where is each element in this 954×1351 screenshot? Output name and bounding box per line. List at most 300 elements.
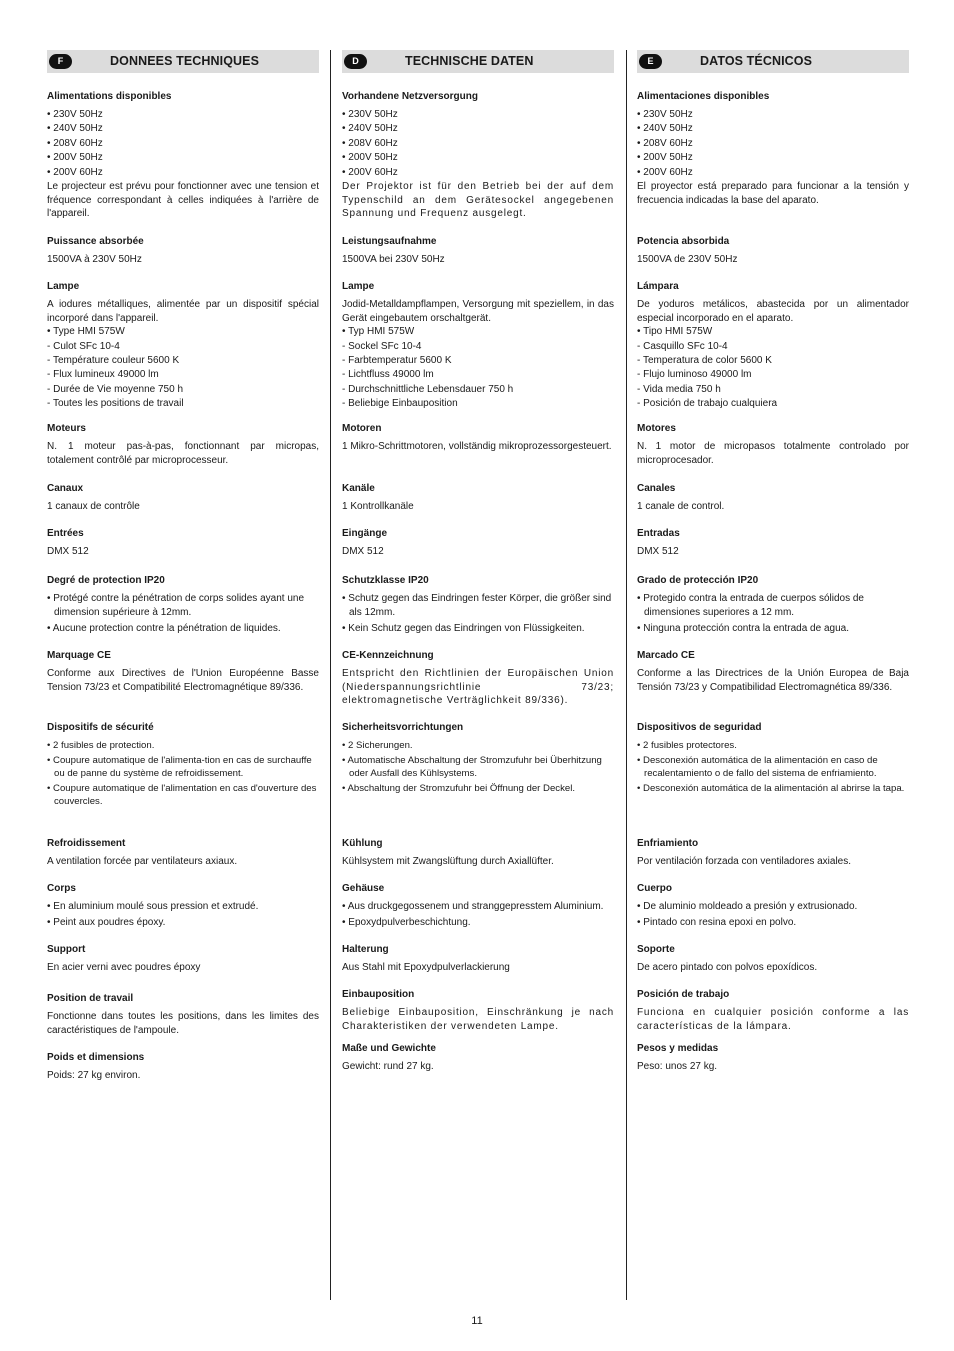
list-item: [47, 354, 319, 368]
list-item: [47, 397, 319, 411]
spec-text: Poids: 27 kg environ.: [47, 1070, 141, 1081]
list-item: [637, 108, 909, 122]
section-header-bar: [47, 50, 319, 73]
spec-section: [342, 943, 614, 975]
spec-heading: Entrées: [47, 528, 84, 539]
spec-section: [637, 837, 909, 869]
spec-heading: Moteurs: [47, 423, 86, 434]
list-item-text: 240V 50Hz: [348, 123, 398, 135]
bullet-marker: •: [342, 109, 349, 120]
spec-heading: Marcado CE: [637, 650, 695, 661]
spec-section: [47, 837, 319, 869]
list-item-text: 200V 50Hz: [53, 152, 103, 164]
bullet-marker: •: [47, 123, 54, 135]
bullet-marker: -: [637, 340, 644, 352]
spec-section: [342, 280, 614, 412]
spec-heading: Kanäle: [342, 483, 375, 494]
list-item-text: 230V 50Hz: [53, 109, 103, 120]
list-item-text: 200V 60Hz: [643, 166, 693, 178]
spec-section: [47, 422, 319, 467]
list-item: [637, 151, 909, 165]
list-item-text: Ninguna protección contra la entrada de agua.: [643, 623, 849, 634]
spec-section: [342, 90, 614, 221]
spec-heading: Soporte: [637, 944, 675, 955]
list-item-text: Coupure automatique de l'alimentation en cas d'ouverture des couvercles.: [53, 783, 317, 807]
list-item: [342, 622, 614, 636]
bullet-marker: -: [637, 383, 644, 395]
spec-section: [47, 721, 319, 810]
list-item: [637, 354, 909, 368]
list-item-text: Desconexión automática de la alimentación al abrirse la tapa.: [643, 783, 905, 794]
list-item: [342, 340, 614, 354]
spec-heading: Sicherheitsvorrichtungen: [342, 722, 464, 733]
section-header-bar: [637, 50, 909, 73]
spec-section: [47, 574, 319, 638]
list-item-text: Durchschnittliche Lebensdauer 750 h: [348, 383, 514, 395]
column-divider: [330, 50, 331, 1300]
list-item: [47, 137, 319, 151]
spec-section: [342, 235, 614, 267]
list-item: [47, 782, 319, 808]
list-item-text: Type HMI 575W: [53, 326, 125, 338]
column-french: [47, 50, 319, 1081]
list-item: [47, 122, 319, 136]
spec-section: [342, 1042, 614, 1074]
list-item-text: Abschaltung der Stromzufuhr bei Öffnung der Deckel.: [347, 783, 576, 794]
spec-text: De yoduros metálicos, abastecida por un alimentador especial incorporado en el aparato.: [637, 299, 909, 324]
bullet-marker: -: [47, 340, 54, 352]
spec-list: [637, 108, 909, 180]
bullet-marker: •: [637, 783, 644, 794]
list-item: [342, 137, 614, 151]
list-item: [47, 383, 319, 397]
list-item: [47, 108, 319, 122]
spec-list: [47, 325, 319, 411]
spec-heading: Support: [47, 944, 86, 955]
spec-heading: Dispositifs de sécurité: [47, 722, 154, 733]
list-item: [637, 782, 909, 795]
list-item: [637, 397, 909, 411]
spec-text: A iodures métalliques, alimentée par un dispositif spécial incorporé dans l'appareil.: [47, 299, 319, 324]
list-item: [47, 166, 319, 180]
bullet-marker: -: [637, 398, 644, 410]
spec-heading: Leistungsaufnahme: [342, 236, 437, 247]
spec-heading: Lámpara: [637, 281, 679, 292]
spec-section: [637, 527, 909, 559]
spec-section: [47, 90, 319, 221]
list-item-text: 230V 50Hz: [643, 109, 693, 120]
list-item: [637, 592, 909, 620]
list-item: [342, 383, 614, 397]
spec-text: Kühlsystem mit Zwangslüftung durch Axiallüfter.: [342, 856, 554, 867]
bullet-marker: •: [342, 123, 349, 135]
bullet-marker: •: [342, 740, 349, 751]
list-item: [637, 900, 909, 914]
list-item-text: Desconexión automática de la alimentación en caso de recalentamiento o de fallo del sistema de enfriamiento.: [643, 755, 878, 779]
page-number: 11: [471, 1315, 483, 1327]
spec-list: [47, 592, 319, 636]
list-item-text: Sockel SFc 10-4: [348, 340, 422, 352]
spec-section: [47, 482, 319, 514]
spec-heading: Alimentations disponibles: [47, 91, 172, 102]
list-item-text: Température couleur 5600 K: [52, 355, 180, 366]
bullet-marker: -: [637, 355, 643, 366]
list-item: [47, 900, 319, 914]
spec-section: [47, 943, 319, 975]
spec-section: [637, 649, 909, 694]
bullet-marker: •: [47, 137, 54, 149]
list-item-text: 2 fusibles de protection.: [53, 740, 155, 751]
spec-heading: Motoren: [342, 423, 382, 434]
spec-text: Le projecteur est prévu pour fonctionner avec une tension et fréquence correspondant à celles indiquées à l'arrière de l'appareil.: [47, 181, 319, 220]
spec-heading: Posición de trabajo: [637, 989, 730, 1000]
spec-list: [637, 900, 909, 930]
list-item-text: Vida media 750 h: [643, 383, 721, 395]
spec-section: [637, 280, 909, 412]
spec-section: [637, 482, 909, 514]
list-item-text: Temperatura de color 5600 K: [642, 355, 772, 366]
bullet-marker: -: [47, 355, 53, 366]
spec-list: [342, 900, 614, 930]
list-item: [342, 122, 614, 136]
spec-list: [342, 108, 614, 180]
spec-heading: Marquage CE: [47, 650, 111, 661]
list-item: [637, 739, 909, 752]
spec-heading: Gehäuse: [342, 883, 385, 894]
spec-text: 1 canaux de contrôle: [47, 501, 140, 512]
spec-list: [342, 592, 614, 636]
spec-heading: Poids et dimensions: [47, 1052, 145, 1063]
list-item: [637, 622, 909, 636]
bullet-marker: •: [47, 166, 54, 178]
spec-text: Peso: unos 27 kg.: [637, 1061, 718, 1072]
spec-section: [342, 649, 614, 708]
bullet-marker: •: [47, 326, 54, 338]
section-header-bar: [342, 50, 614, 73]
language-badge: D: [344, 54, 367, 69]
spec-section: [637, 574, 909, 638]
list-item-text: Peint aux poudres époxy.: [53, 917, 166, 928]
list-item: [47, 151, 319, 165]
bullet-marker: •: [637, 740, 644, 751]
spec-section: [637, 988, 909, 1033]
spec-text: Der Projektor ist für den Betrieb bei der auf dem Typenschild an dem Gerätesockel angegebenen Spannung und Frequenz ausgelegt.: [342, 181, 614, 220]
spec-heading: Corps: [47, 883, 76, 894]
list-item-text: 200V 50Hz: [643, 152, 693, 164]
bullet-marker: •: [342, 755, 348, 766]
bullet-marker: •: [47, 755, 54, 766]
spec-text: DMX 512: [637, 546, 679, 557]
list-item: [342, 754, 614, 780]
list-item: [637, 754, 909, 780]
spec-text: Aus Stahl mit Epoxydpulverlackierung: [342, 962, 510, 973]
bullet-marker: •: [47, 917, 54, 928]
bullet-marker: •: [342, 326, 349, 338]
list-item-text: 240V 50Hz: [53, 123, 103, 135]
spec-heading: Refroidissement: [47, 838, 126, 849]
spec-text: 1500VA à 230V 50Hz: [47, 254, 142, 265]
list-item-text: 2 fusibles protectores.: [643, 740, 737, 751]
bullet-marker: •: [342, 623, 349, 634]
list-item-text: Aucune protection contre la pénétration de liquides.: [52, 623, 281, 634]
bullet-marker: •: [47, 740, 54, 751]
list-item: [47, 325, 319, 339]
list-item: [342, 739, 614, 752]
column-divider: [626, 50, 627, 1300]
list-item-text: Durée de Vie moyenne 750 h: [53, 383, 184, 395]
list-item: [637, 137, 909, 151]
spec-heading: CE-Kennzeichnung: [342, 650, 434, 661]
spec-section: [637, 422, 909, 467]
spec-heading: Potencia absorbida: [637, 236, 730, 247]
list-item: [637, 340, 909, 354]
spec-text: Jodid-Metalldampflampen, Versorgung mit speziellem, in das Gerät eingebautem orschaltgerät.: [342, 299, 614, 324]
list-item-text: Posición de trabajo cualquiera: [643, 398, 778, 410]
list-item-text: 200V 50Hz: [348, 152, 398, 164]
spec-list: [47, 739, 319, 808]
list-item-text: Automatische Abschaltung der Stromzufuhr bei Überhitzung oder Ausfall des Kühlsystems.: [347, 755, 602, 779]
bullet-marker: •: [637, 593, 644, 604]
spec-heading: Puissance absorbée: [47, 236, 144, 247]
list-item-text: Flux lumineux 49000 lm: [53, 369, 159, 381]
spec-section: [342, 574, 614, 638]
spec-text: De acero pintado con polvos epoxídicos.: [637, 962, 818, 973]
spec-heading: Vorhandene Netzversorgung: [342, 91, 478, 102]
spec-text: 1 Mikro-Schrittmotoren, vollständig mikroprozessorgesteuert.: [342, 441, 612, 452]
bullet-marker: -: [637, 369, 644, 381]
spec-heading: Einbauposition: [342, 989, 415, 1000]
list-item-text: Schutz gegen das Eindringen fester Körper, die größer sind als 12mm.: [348, 593, 612, 618]
bullet-marker: -: [342, 355, 349, 366]
spec-section: [637, 90, 909, 207]
spec-text: Conforme a las Directrices de la Unión Europea de Baja Tensión 73/23 y Compatibilidad Electromagnética 89/336.: [637, 668, 909, 693]
spec-section: [47, 280, 319, 412]
spec-heading: Dispositivos de seguridad: [637, 722, 762, 733]
bullet-marker: -: [342, 340, 349, 352]
list-item: [342, 151, 614, 165]
bullet-marker: •: [342, 593, 349, 604]
list-item: [637, 916, 909, 930]
bullet-marker: •: [342, 917, 349, 928]
spec-text: El proyector está preparado para funcionar a la tensión y frecuencia indicadas la base del aparato.: [637, 181, 909, 206]
list-item-text: 2 Sicherungen.: [348, 740, 413, 751]
list-item: [342, 354, 614, 368]
spec-text: Conforme aux Directives de l'Union Européenne Basse Tension 73/23 et Compatibilité Electromagnétique 89/336.: [47, 668, 319, 693]
bullet-marker: •: [637, 109, 644, 120]
list-item-text: De aluminio moldeado a presión y extrusionado.: [643, 901, 858, 912]
spec-list: [637, 325, 909, 411]
spec-heading: Pesos y medidas: [637, 1043, 719, 1054]
spec-section: [47, 235, 319, 267]
spec-heading: Canales: [637, 483, 676, 494]
list-item-text: Flujo luminoso 49000 lm: [643, 369, 752, 381]
bullet-marker: •: [342, 783, 348, 794]
spec-list: [637, 592, 909, 636]
spec-section: [637, 721, 909, 797]
spec-section: [47, 1051, 319, 1083]
list-item: [47, 368, 319, 382]
bullet-marker: •: [637, 166, 644, 178]
list-item-text: Protegido contra la entrada de cuerpos sólidos de dimensiones superiores a 12 mm.: [643, 593, 864, 618]
list-item-text: Protégé contre la pénétration de corps solides ayant une dimension supérieure à 12mm.: [53, 593, 304, 618]
bullet-marker: -: [47, 369, 54, 381]
list-item: [47, 916, 319, 930]
spec-heading: Schutzklasse IP20: [342, 575, 429, 586]
spec-section: [342, 527, 614, 559]
spec-heading: Lampe: [342, 281, 375, 292]
list-item: [342, 782, 614, 795]
spec-list: [342, 325, 614, 411]
spec-heading: Maße und Gewichte: [342, 1043, 436, 1054]
bullet-marker: -: [47, 383, 54, 395]
column-spanish: [637, 50, 909, 1072]
bullet-marker: -: [342, 398, 349, 410]
spec-section: [47, 649, 319, 694]
list-item-text: Beliebige Einbauposition: [348, 398, 458, 410]
list-item: [637, 325, 909, 339]
list-item-text: 230V 50Hz: [348, 109, 398, 120]
spec-section: [637, 882, 909, 932]
spec-heading: Eingänge: [342, 528, 388, 539]
spec-text: N. 1 moteur pas-à-pas, fonctionnant par micropas, totalement contrôlé par microprocesseur.: [47, 441, 319, 466]
spec-heading: Canaux: [47, 483, 84, 494]
list-item-text: 200V 60Hz: [348, 166, 398, 178]
spec-heading: Alimentaciones disponibles: [637, 91, 770, 102]
bullet-marker: •: [47, 109, 54, 120]
list-item: [47, 622, 319, 636]
bullet-marker: -: [342, 383, 349, 395]
language-badge: F: [49, 54, 72, 69]
list-item-text: Farbtemperatur 5600 K: [348, 355, 452, 366]
spec-section: [637, 943, 909, 975]
spec-text: Beliebige Einbauposition, Einschränkung je nach Charakteristiken der verwendeten Lampe.: [342, 1007, 614, 1032]
bullet-marker: •: [342, 166, 349, 178]
bullet-marker: •: [342, 152, 349, 164]
list-item: [637, 122, 909, 136]
spec-heading: Halterung: [342, 944, 389, 955]
list-item-text: Aus druckgegossenem und stranggepresstem Aluminium.: [347, 901, 604, 912]
bullet-marker: •: [637, 917, 644, 928]
list-item: [637, 383, 909, 397]
spec-heading: Degré de protection IP20: [47, 575, 165, 586]
spec-text: Gewicht: rund 27 kg.: [342, 1061, 434, 1072]
bullet-marker: •: [637, 137, 644, 149]
spec-section: [342, 988, 614, 1033]
spec-section: [637, 1042, 909, 1074]
bullet-marker: •: [47, 593, 54, 604]
list-item: [342, 900, 614, 914]
bullet-marker: •: [637, 623, 644, 634]
spec-section: [342, 882, 614, 932]
spec-text: DMX 512: [47, 546, 89, 557]
spec-section: [47, 992, 319, 1037]
spec-heading: Position de travail: [47, 993, 134, 1004]
list-item: [637, 166, 909, 180]
list-item: [47, 739, 319, 752]
column-title: DATOS TÉCNICOS: [700, 54, 813, 68]
list-item: [637, 368, 909, 382]
list-item: [342, 916, 614, 930]
bullet-marker: •: [47, 623, 53, 634]
list-item-text: Casquillo SFc 10-4: [643, 340, 728, 352]
bullet-marker: •: [342, 137, 349, 149]
bullet-marker: •: [637, 123, 644, 135]
spec-heading: Grado de protección IP20: [637, 575, 759, 586]
list-item-text: Kein Schutz gegen das Eindringen von Flüssigkeiten.: [348, 623, 585, 634]
spec-section: [47, 882, 319, 932]
bullet-marker: •: [637, 326, 644, 338]
list-item-text: Lichtfluss 49000 lm: [348, 369, 434, 381]
spec-text: 1 Kontrollkanäle: [342, 501, 414, 512]
list-item-text: 200V 60Hz: [53, 166, 103, 178]
list-item: [47, 340, 319, 354]
list-item-text: Pintado con resina epoxi en polvo.: [643, 917, 797, 928]
list-item: [47, 754, 319, 780]
list-item-text: Toutes les positions de travail: [52, 398, 184, 410]
bullet-marker: •: [637, 755, 644, 766]
spec-heading: Cuerpo: [637, 883, 672, 894]
list-item: [342, 166, 614, 180]
spec-text: Fonctionne dans toutes les positions, dans les limites des caractéristiques de l'ampoule.: [47, 1011, 319, 1036]
bullet-marker: •: [637, 152, 644, 164]
spec-section: [342, 482, 614, 514]
list-item-text: 208V 60Hz: [53, 137, 103, 149]
spec-text: 1 canale de control.: [637, 501, 725, 512]
spec-text: Funciona en cualquier posición conforme a las características de la lámpara.: [637, 1007, 909, 1032]
spec-text: Entspricht den Richtlinien der Europäischen Union (Niederspannungsrichtlinie 73/23; elektromagnetische Verträglichkeit 89/336).: [342, 668, 614, 707]
spec-text: A ventilation forcée par ventilateurs axiaux.: [47, 856, 238, 867]
list-item-text: Tipo HMI 575W: [643, 326, 713, 338]
spec-text: 1500VA bei 230V 50Hz: [342, 254, 445, 265]
bullet-marker: •: [637, 901, 644, 912]
list-item-text: 208V 60Hz: [643, 137, 693, 149]
spec-section: [47, 527, 319, 559]
list-item: [342, 592, 614, 620]
list-item-text: 208V 60Hz: [348, 137, 398, 149]
spec-section: [342, 837, 614, 869]
spec-text: Por ventilación forzada con ventiladores axiales.: [637, 856, 852, 867]
spec-heading: Enfriamiento: [637, 838, 699, 849]
spec-text: En acier verni avec poudres époxy: [47, 962, 201, 973]
bullet-marker: •: [47, 901, 54, 912]
column-german: [342, 50, 614, 1072]
spec-section: [637, 235, 909, 267]
spec-section: [342, 721, 614, 797]
spec-text: DMX 512: [342, 546, 384, 557]
list-item: [47, 592, 319, 620]
list-item-text: Culot SFc 10-4: [53, 340, 120, 352]
list-item-text: Epoxydpulverbeschichtung.: [348, 917, 471, 928]
spec-list: [47, 108, 319, 180]
list-item-text: Coupure automatique de l'alimenta-tion en cas de surchauffe ou de panne du système de refroidissement.: [53, 755, 312, 779]
bullet-marker: -: [47, 398, 53, 410]
spec-text: N. 1 motor de micropasos totalmente controlado por microprocesador.: [637, 441, 909, 466]
bullet-marker: •: [342, 901, 348, 912]
spec-heading: Motores: [637, 423, 676, 434]
list-item: [342, 108, 614, 122]
list-item: [342, 397, 614, 411]
list-item: [342, 368, 614, 382]
spec-heading: Entradas: [637, 528, 680, 539]
bullet-marker: -: [342, 369, 349, 381]
spec-heading: Lampe: [47, 281, 80, 292]
language-badge: E: [639, 54, 662, 69]
spec-list: [637, 739, 909, 795]
list-item-text: Typ HMI 575W: [348, 326, 415, 338]
list-item-text: En aluminium moulé sous pression et extrudé.: [53, 901, 259, 912]
column-title: DONNEES TECHNIQUES: [110, 54, 260, 68]
list-item: [342, 325, 614, 339]
